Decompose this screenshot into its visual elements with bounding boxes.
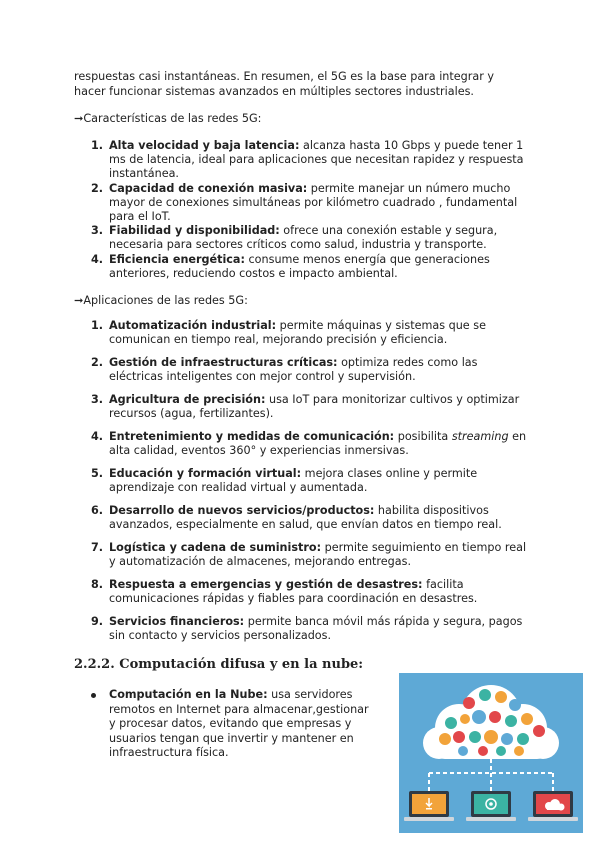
list-item: 3. Agricultura de precisión: usa IoT para monitorizar cultivos y optimizar recursos (agua, fertilizantes). — [91, 393, 520, 421]
intro-line-1: respuestas casi instantáneas. En resumen, el 5G es la base para integrar y — [74, 70, 494, 83]
cloud-icon — [399, 673, 583, 833]
list-item: 2. Gestión de infraestructuras críticas: optimiza redes como las eléctricas inteligentes con mejor control y supervisión. — [91, 356, 478, 384]
cloud-computing-illustration — [399, 673, 583, 833]
characteristics-list — [74, 139, 534, 281]
list-item: 1. Automatización industrial: permite máquinas y sistemas que se comunican en tiempo real, mejorando precisión y eficiencia. — [91, 319, 486, 347]
section-heading: 2.2.2. Computación difusa y en la nube: — [74, 657, 364, 672]
list-item: 9. Servicios financieros: permite banca móvil más rápida y segura, pagos sin contacto y servicios personalizados. — [91, 615, 523, 643]
list-item: 6. Desarrollo de nuevos servicios/productos: habilita dispositivos avanzados, especialmente en salud, que envían datos en tiempo real. — [91, 504, 502, 532]
list-item: 5. Educación y formación virtual: mejora clases online y permite aprendizaje con realidad virtual y aumentada. — [91, 467, 478, 495]
applications-list — [74, 319, 534, 652]
applications-heading: ➞Aplicaciones de las redes 5G: — [74, 294, 248, 307]
intro-paragraph — [74, 70, 534, 99]
list-item: 4. Eficiencia energética: consume menos energía que generaciones anteriores, reduciendo costos e impacto ambiental. — [91, 252, 490, 280]
list-item: 1. Alta velocidad y baja latencia: alcanza hasta 10 Gbps y puede tener 1 ms de latencia, ideal para aplicaciones que necesitan rapidez y respuesta instantánea. — [91, 139, 524, 181]
intro-line-2: hacer funcionar sistemas avanzados en múltiples sectores industriales. — [74, 84, 474, 98]
list-item: 4. Entretenimiento y medidas de comunicación: posibilita streaming en alta calidad, eventos 360° y experiencias inmersivas. — [91, 430, 527, 458]
list-item: 8. Respuesta a emergencias y gestión de desastres: facilita comunicaciones rápidas y fiables para coordinación en desastres. — [91, 578, 478, 606]
bullet-icon — [91, 693, 96, 698]
list-item: 3. Fiabilidad y disponibilidad: ofrece una conexión estable y segura, necesaria para sectores críticos como salud, industria y transporte. — [91, 224, 498, 252]
list-item: Computación en la Nube: usa servidores remotos en Internet para almacenar,gestionar y procesar datos, evitando que empresas y usuarios tengan que invertir y mantener en infraestructura física. — [74, 688, 374, 761]
cloud-bullet-list — [74, 688, 374, 761]
list-item: 2. Capacidad de conexión masiva: permite manejar un número mucho mayor de conexiones simultáneas por kilómetro cuadrado , fundamental para el IoT. — [91, 181, 518, 224]
characteristics-heading: ➞Características de las redes 5G: — [74, 112, 262, 125]
list-item: 7. Logística y cadena de suministro: permite seguimiento en tiempo real y automatización de almacenes, mejorando entregas. — [91, 541, 527, 569]
